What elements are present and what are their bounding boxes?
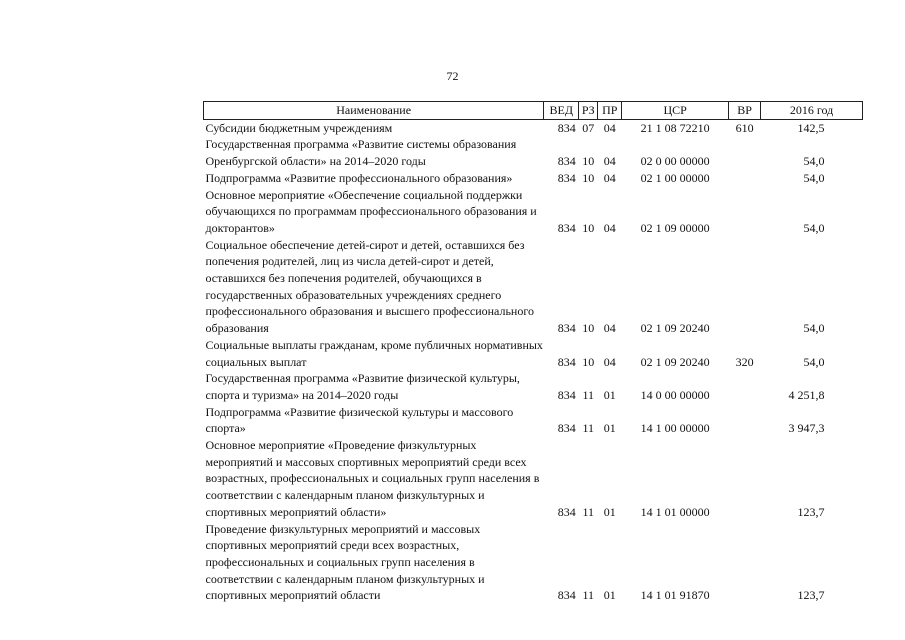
row-csr-cell: 14 1 00 00000 (640, 421, 710, 436)
row-amount-cell: 142,5 (797, 120, 825, 135)
header-rz: РЗ (579, 102, 598, 120)
row-rz-cell: 10 (582, 170, 595, 185)
row-vr-cell (729, 404, 761, 437)
row-amount-cell: 123,7 (797, 588, 825, 603)
budget-table (203, 101, 863, 604)
header-pr: ПР (598, 102, 622, 120)
row-pr-cell: 01 (603, 387, 616, 402)
row-ved-cell: 834 (557, 421, 576, 436)
table-header-row (204, 102, 863, 120)
row-pr-cell: 01 (603, 588, 616, 603)
table-body (204, 119, 863, 604)
row-csr-cell: 14 0 00 00000 (640, 387, 710, 402)
row-pr-cell: 04 (603, 170, 616, 185)
row-vr-cell (729, 521, 761, 605)
header-csr: ЦСР (622, 102, 729, 120)
row-rz-cell: 11 (582, 504, 595, 519)
table-row (204, 404, 863, 437)
table-row (204, 521, 863, 605)
page-number: 72 (446, 69, 459, 83)
row-csr-cell: 14 1 01 00000 (640, 504, 710, 519)
row-amount-cell: 54,0 (803, 321, 825, 336)
row-amount-cell: 4 251,8 (788, 387, 825, 402)
row-vr-cell (729, 170, 761, 187)
row-rz-cell: 07 (582, 120, 595, 135)
row-pr-cell: 04 (603, 120, 616, 135)
row-rz-cell: 11 (582, 421, 595, 436)
table-row (204, 370, 863, 403)
row-name-cell: Государственная программа «Развитие физической культуры, спорта и туризма» на 2014–2020 годы (205, 371, 520, 402)
table-row (204, 437, 863, 521)
row-ved-cell: 834 (557, 588, 576, 603)
row-name-cell: Проведение физкультурных мероприятий и массовых спортивных мероприятий среди всех возрастных, профессиональных и социальных групп населения в соответствии с календарным планом физкультурных и спортивных мероприятий области (205, 521, 485, 603)
row-rz-cell: 10 (582, 321, 595, 336)
row-ved-cell: 834 (557, 154, 576, 169)
header-ved: ВЕД (544, 102, 579, 120)
row-vr-cell (729, 370, 761, 403)
table-row (204, 337, 863, 370)
row-pr-cell: 04 (603, 354, 616, 369)
row-name-cell: Социальное обеспечение детей-сирот и детей, оставшихся без попечения родителей, лиц из числа детей-сирот и детей, оставшихся без попечения родителей, обучающихся в государственных образовательных учреждениях среднего профессионального образования и высшего профессионального образования (205, 237, 534, 336)
table-row (204, 119, 863, 136)
row-rz-cell: 11 (582, 387, 595, 402)
table-row (204, 136, 863, 169)
row-vr-cell (729, 237, 761, 337)
row-name-cell: Подпрограмма «Развитие физической культуры и массового спорта» (205, 404, 514, 436)
row-ved-cell: 834 (557, 170, 576, 185)
row-vr-cell (729, 136, 761, 169)
row-pr-cell: 01 (603, 421, 616, 436)
row-name-cell: Основное мероприятие «Проведение физкультурных мероприятий и массовых спортивных мероприятий среди всех возрастных, профессиональных и социальных групп населения в соответствии с календарным планом физкультурных и спортивных мероприятий области» (205, 438, 540, 519)
row-ved-cell: 834 (557, 354, 576, 369)
row-name-cell: Социальные выплаты гражданам, кроме публичных нормативных социальных выплат (205, 337, 543, 369)
row-amount-cell: 123,7 (797, 504, 825, 519)
row-pr-cell: 04 (603, 220, 616, 235)
table-row (204, 187, 863, 237)
row-rz-cell: 10 (582, 220, 595, 235)
row-name-cell: Государственная программа «Развитие системы образования Оренбургской области» на 2014–2020 годы (205, 137, 517, 169)
row-name-cell: Подпрограмма «Развитие профессионального образования» (205, 170, 513, 185)
row-pr-cell: 04 (603, 154, 616, 169)
row-csr-cell: 02 1 09 20240 (640, 354, 710, 369)
row-ved-cell: 834 (557, 387, 576, 402)
row-csr-cell: 02 1 09 20240 (640, 321, 710, 336)
row-ved-cell: 834 (557, 120, 576, 135)
table-row (204, 170, 863, 187)
row-ved-cell: 834 (557, 504, 576, 519)
row-csr-cell: 02 1 09 00000 (640, 220, 710, 235)
header-year: 2016 год (761, 102, 863, 120)
row-csr-cell: 02 0 00 00000 (640, 154, 710, 169)
row-vr-cell (729, 437, 761, 521)
row-name-cell: Субсидии бюджетным учреждениям (205, 120, 393, 135)
header-name: Наименование (204, 102, 544, 120)
row-csr-cell: 14 1 01 91870 (640, 588, 710, 603)
row-pr-cell: 04 (603, 321, 616, 336)
row-amount-cell: 54,0 (803, 220, 825, 235)
row-amount-cell: 54,0 (803, 170, 825, 185)
row-ved-cell: 834 (557, 220, 576, 235)
table-row (204, 237, 863, 337)
row-pr-cell: 01 (603, 504, 616, 519)
row-ved-cell: 834 (557, 321, 576, 336)
row-rz-cell: 11 (582, 588, 595, 603)
header-vr: ВР (729, 102, 761, 120)
row-vr-cell: 320 (735, 354, 754, 369)
row-amount-cell: 54,0 (803, 354, 825, 369)
row-amount-cell: 3 947,3 (788, 421, 825, 436)
row-rz-cell: 10 (582, 354, 595, 369)
row-csr-cell: 21 1 08 72210 (640, 120, 710, 135)
row-vr-cell (729, 187, 761, 237)
row-rz-cell: 10 (582, 154, 595, 169)
row-name-cell: Основное мероприятие «Обеспечение социальной поддержки обучающихся по программам профессионального образования и докторантов» (205, 187, 537, 235)
row-csr-cell: 02 1 00 00000 (640, 170, 710, 185)
row-vr-cell: 610 (735, 120, 754, 135)
row-amount-cell: 54,0 (803, 154, 825, 169)
